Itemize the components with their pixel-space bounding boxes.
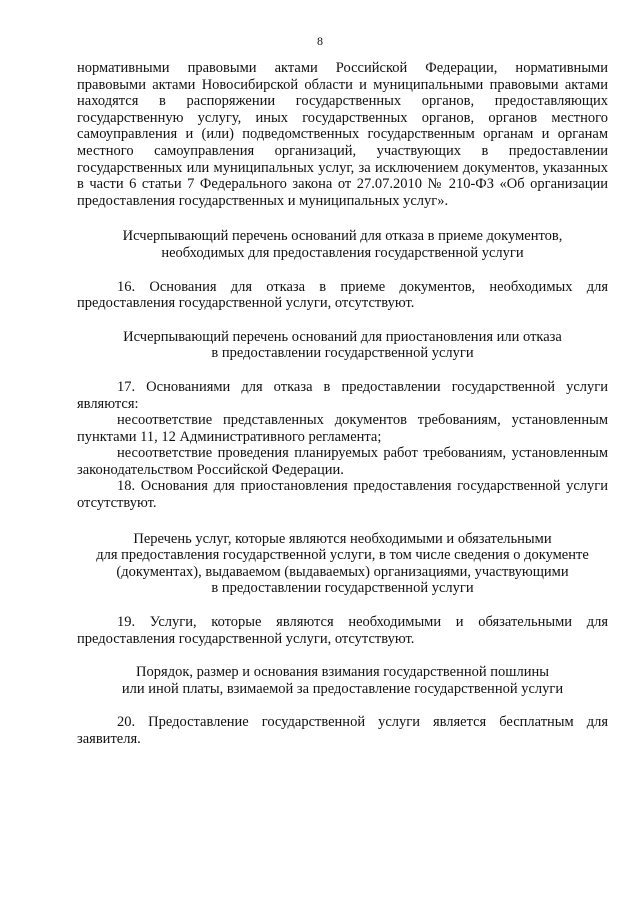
heading-fee [77, 664, 608, 697]
spacer [77, 312, 608, 329]
spacer [77, 262, 608, 279]
intro-paragraph: нормативными правовыми актами Российской Федерации, нормативными правовыми актами Новосибирской области и муниципальными правовыми актами находятся в распоряжении государственных органов, предоставляющих государственную услугу, иных государственных органов, органов местного самоуправления и (или) подведомственных государственным органам и органам местного самоуправления организаций, участвующих в предоставлении государственных или муниципальных услуг, за исключением документов, указанных в части 6 статьи 7 Федерального закона от 27.07.2010 № 210-ФЗ «Об организации предоставления государственных и муниципальных услуг». [77, 60, 608, 209]
document-body [77, 60, 608, 748]
heading-services-list [77, 531, 608, 597]
paragraph-17-item-1: несоответствие представленных документов требованиям, установленным пунктами 11, 12 Административного регламента; [77, 412, 608, 445]
paragraph-18: 18. Основания для приостановления предоставления государственной услуги отсутствуют. [77, 478, 608, 512]
heading-line: в предоставлении государственной услуги [211, 345, 474, 362]
page-number: 8 [317, 34, 323, 48]
heading-line: Исчерпывающий перечень оснований для отказа в приеме документов, [122, 228, 563, 245]
heading-line: необходимых для предоставления государственной услуги [161, 244, 524, 261]
heading-line: для предоставления государственной услуги, в том числе сведения о документе [96, 547, 589, 564]
paragraph-17-item-2: несоответствие проведения планируемых работ требованиям, установленным законодательством Российской Федерации. [77, 445, 608, 478]
spacer [77, 512, 608, 531]
spacer [77, 597, 608, 614]
paragraph-16: 16. Основания для отказа в приеме документов, необходимых для предоставления государственной услуги, отсутствуют. [77, 278, 608, 312]
spacer [77, 697, 608, 714]
heading-line: Порядок, размер и основания взимания государственной пошлины [136, 664, 549, 681]
spacer [77, 362, 608, 379]
paragraph-17: 17. Основаниями для отказа в предоставлении государственной услуги являются: [77, 378, 608, 412]
heading-refusal-acceptance [77, 228, 608, 261]
spacer [77, 647, 608, 664]
paragraph-19: 19. Услуги, которые являются необходимыми и обязательными для предоставления государственной услуги, отсутствуют. [77, 614, 608, 647]
heading-line: (документах), выдаваемом (выдаваемых) организациями, участвующими [116, 563, 569, 580]
heading-suspension-refusal [77, 329, 608, 362]
spacer [77, 209, 608, 228]
heading-line: или иной платы, взимаемой за предоставление государственной услуги [121, 680, 564, 697]
heading-line: в предоставлении государственной услуги [211, 580, 474, 597]
heading-line: Перечень услуг, которые являются необходимыми и обязательными [133, 530, 552, 547]
paragraph-20: 20. Предоставление государственной услуги является бесплатным для заявителя. [77, 714, 608, 747]
heading-line: Исчерпывающий перечень оснований для приостановления или отказа [123, 328, 562, 345]
